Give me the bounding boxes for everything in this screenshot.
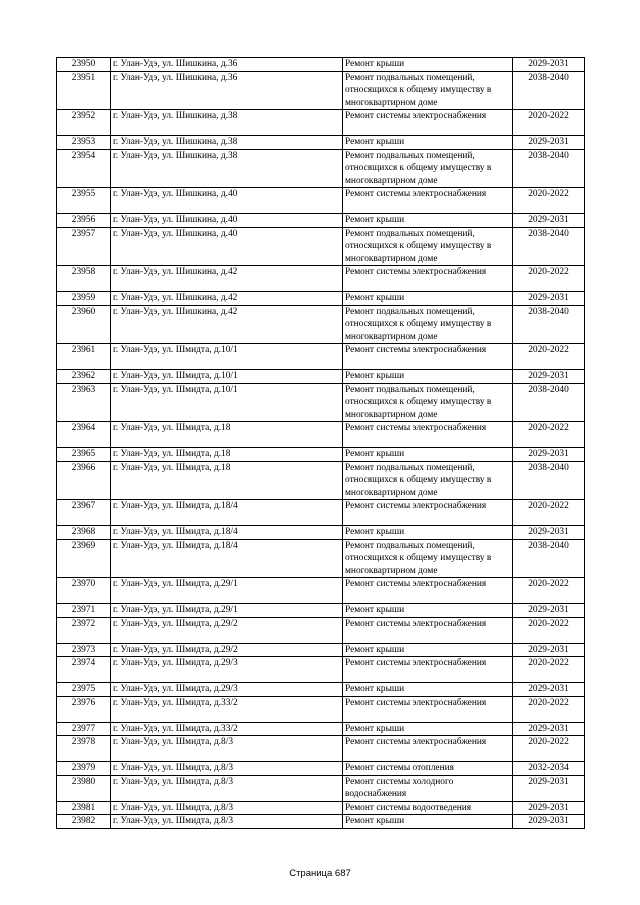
- row-period: 2029-2031: [513, 722, 585, 736]
- row-work-type: Ремонт системы электроснабжения: [343, 657, 513, 683]
- row-period: 2029-2031: [513, 370, 585, 384]
- table-row: [57, 657, 585, 683]
- table-row: [57, 815, 585, 829]
- row-work-type: Ремонт системы отопления: [343, 762, 513, 776]
- row-address: г. Улан-Удэ, ул. Шмидта, д.29/3: [111, 657, 343, 683]
- row-period: 2020-2022: [513, 617, 585, 643]
- row-work-type: Ремонт системы электроснабжения: [343, 736, 513, 762]
- table-row: [57, 762, 585, 776]
- row-address: г. Улан-Удэ, ул. Шмидта, д.29/3: [111, 683, 343, 697]
- row-number: 23969: [57, 539, 111, 578]
- table-row: [57, 422, 585, 448]
- row-period: 2038-2040: [513, 539, 585, 578]
- row-period: 2038-2040: [513, 383, 585, 422]
- table-row: [57, 227, 585, 266]
- row-period: 2038-2040: [513, 149, 585, 188]
- row-period: 2020-2022: [513, 344, 585, 370]
- row-work-type: Ремонт системы электроснабжения: [343, 617, 513, 643]
- row-work-type: Ремонт системы электроснабжения: [343, 500, 513, 526]
- row-period: 2020-2022: [513, 266, 585, 292]
- row-address: г. Улан-Удэ, ул. Шишкина, д.40: [111, 214, 343, 228]
- row-work-type: Ремонт крыши: [343, 604, 513, 618]
- row-work-type: Ремонт подвальных помещений, относящихся к общему имуществу в многоквартирном доме: [343, 383, 513, 422]
- row-address: г. Улан-Удэ, ул. Шишкина, д.36: [111, 71, 343, 110]
- row-period: 2029-2031: [513, 604, 585, 618]
- row-work-type: Ремонт крыши: [343, 722, 513, 736]
- row-number: 23965: [57, 448, 111, 462]
- table-row: [57, 383, 585, 422]
- table-row: [57, 344, 585, 370]
- row-number: 23954: [57, 149, 111, 188]
- row-work-type: Ремонт подвальных помещений, относящихся к общему имуществу в многоквартирном доме: [343, 71, 513, 110]
- row-period: 2038-2040: [513, 305, 585, 344]
- row-work-type: Ремонт крыши: [343, 526, 513, 540]
- table-row: [57, 526, 585, 540]
- row-address: г. Улан-Удэ, ул. Шишкина, д.38: [111, 110, 343, 136]
- table-row: [57, 149, 585, 188]
- row-work-type: Ремонт подвальных помещений, относящихся к общему имуществу в многоквартирном доме: [343, 305, 513, 344]
- row-period: 2020-2022: [513, 500, 585, 526]
- row-address: г. Улан-Удэ, ул. Шишкина, д.40: [111, 188, 343, 214]
- row-number: 23976: [57, 696, 111, 722]
- row-address: г. Улан-Удэ, ул. Шмидта, д.8/3: [111, 801, 343, 815]
- row-address: г. Улан-Удэ, ул. Шишкина, д.42: [111, 305, 343, 344]
- row-number: 23955: [57, 188, 111, 214]
- row-address: г. Улан-Удэ, ул. Шмидта, д.18: [111, 448, 343, 462]
- row-address: г. Улан-Удэ, ул. Шишкина, д.38: [111, 136, 343, 150]
- row-work-type: Ремонт крыши: [343, 58, 513, 72]
- row-number: 23951: [57, 71, 111, 110]
- row-period: 2029-2031: [513, 526, 585, 540]
- row-address: г. Улан-Удэ, ул. Шмидта, д.8/3: [111, 762, 343, 776]
- row-period: 2020-2022: [513, 110, 585, 136]
- table-row: [57, 683, 585, 697]
- table-row: [57, 136, 585, 150]
- row-work-type: Ремонт системы электроснабжения: [343, 578, 513, 604]
- row-address: г. Улан-Удэ, ул. Шмидта, д.33/2: [111, 696, 343, 722]
- row-period: 2029-2031: [513, 683, 585, 697]
- row-period: 2029-2031: [513, 448, 585, 462]
- table-row: [57, 578, 585, 604]
- table-row: [57, 604, 585, 618]
- row-work-type: Ремонт крыши: [343, 292, 513, 306]
- row-address: г. Улан-Удэ, ул. Шмидта, д.29/1: [111, 578, 343, 604]
- works-table: [56, 57, 585, 829]
- row-number: 23980: [57, 775, 111, 801]
- row-number: 23953: [57, 136, 111, 150]
- row-address: г. Улан-Удэ, ул. Шмидта, д.10/1: [111, 344, 343, 370]
- table-row: [57, 58, 585, 72]
- page-number: Страница 687: [289, 868, 351, 879]
- row-period: 2029-2031: [513, 58, 585, 72]
- row-period: 2029-2031: [513, 643, 585, 657]
- row-period: 2038-2040: [513, 71, 585, 110]
- row-address: г. Улан-Удэ, ул. Шишкина, д.42: [111, 292, 343, 306]
- row-number: 23962: [57, 370, 111, 384]
- table-row: [57, 500, 585, 526]
- row-address: г. Улан-Удэ, ул. Шишкина, д.38: [111, 149, 343, 188]
- row-address: г. Улан-Удэ, ул. Шмидта, д.8/3: [111, 815, 343, 829]
- row-period: 2020-2022: [513, 736, 585, 762]
- row-period: 2020-2022: [513, 578, 585, 604]
- row-number: 23952: [57, 110, 111, 136]
- row-address: г. Улан-Удэ, ул. Шишкина, д.40: [111, 227, 343, 266]
- row-address: г. Улан-Удэ, ул. Шмидта, д.8/3: [111, 775, 343, 801]
- row-number: 23959: [57, 292, 111, 306]
- row-work-type: Ремонт крыши: [343, 370, 513, 384]
- row-number: 23957: [57, 227, 111, 266]
- table-row: [57, 292, 585, 306]
- table-row: [57, 188, 585, 214]
- row-number: 23963: [57, 383, 111, 422]
- row-period: 2029-2031: [513, 292, 585, 306]
- table-row: [57, 266, 585, 292]
- row-work-type: Ремонт подвальных помещений, относящихся к общему имуществу в многоквартирном доме: [343, 227, 513, 266]
- row-number: 23978: [57, 736, 111, 762]
- row-period: 2032-2034: [513, 762, 585, 776]
- row-period: 2038-2040: [513, 227, 585, 266]
- table-row: [57, 71, 585, 110]
- row-number: 23975: [57, 683, 111, 697]
- table-row: [57, 305, 585, 344]
- row-work-type: Ремонт крыши: [343, 815, 513, 829]
- row-address: г. Улан-Удэ, ул. Шмидта, д.33/2: [111, 722, 343, 736]
- row-work-type: Ремонт системы электроснабжения: [343, 110, 513, 136]
- row-number: 23982: [57, 815, 111, 829]
- row-address: г. Улан-Удэ, ул. Шмидта, д.29/2: [111, 643, 343, 657]
- row-number: 23971: [57, 604, 111, 618]
- row-work-type: Ремонт крыши: [343, 214, 513, 228]
- row-address: г. Улан-Удэ, ул. Шмидта, д.18/4: [111, 500, 343, 526]
- row-address: г. Улан-Удэ, ул. Шишкина, д.36: [111, 58, 343, 72]
- table-row: [57, 617, 585, 643]
- row-period: 2020-2022: [513, 422, 585, 448]
- table-row: [57, 461, 585, 500]
- row-work-type: Ремонт системы электроснабжения: [343, 422, 513, 448]
- row-period: 2020-2022: [513, 188, 585, 214]
- row-number: 23964: [57, 422, 111, 448]
- row-work-type: Ремонт системы электроснабжения: [343, 188, 513, 214]
- row-work-type: Ремонт крыши: [343, 683, 513, 697]
- row-work-type: Ремонт подвальных помещений, относящихся к общему имуществу в многоквартирном доме: [343, 461, 513, 500]
- row-period: 2029-2031: [513, 801, 585, 815]
- table-row: [57, 214, 585, 228]
- row-period: 2029-2031: [513, 136, 585, 150]
- row-address: г. Улан-Удэ, ул. Шмидта, д.18/4: [111, 526, 343, 540]
- row-period: 2020-2022: [513, 657, 585, 683]
- row-address: г. Улан-Удэ, ул. Шишкина, д.42: [111, 266, 343, 292]
- row-address: г. Улан-Удэ, ул. Шмидта, д.10/1: [111, 383, 343, 422]
- table-row: [57, 370, 585, 384]
- row-number: 23981: [57, 801, 111, 815]
- row-work-type: Ремонт подвальных помещений, относящихся к общему имуществу в многоквартирном доме: [343, 149, 513, 188]
- table-row: [57, 775, 585, 801]
- row-period: 2020-2022: [513, 696, 585, 722]
- table-row: [57, 110, 585, 136]
- row-address: г. Улан-Удэ, ул. Шмидта, д.8/3: [111, 736, 343, 762]
- table-row: [57, 448, 585, 462]
- table-row: [57, 539, 585, 578]
- row-number: 23970: [57, 578, 111, 604]
- row-number: 23961: [57, 344, 111, 370]
- row-period: 2029-2031: [513, 214, 585, 228]
- row-number: 23950: [57, 58, 111, 72]
- row-number: 23966: [57, 461, 111, 500]
- row-number: 23956: [57, 214, 111, 228]
- row-work-type: Ремонт системы холодного водоснабжения: [343, 775, 513, 801]
- row-work-type: Ремонт крыши: [343, 448, 513, 462]
- row-number: 23974: [57, 657, 111, 683]
- row-number: 23967: [57, 500, 111, 526]
- row-number: 23960: [57, 305, 111, 344]
- table-row: [57, 736, 585, 762]
- row-work-type: Ремонт крыши: [343, 136, 513, 150]
- table-row: [57, 722, 585, 736]
- table-row: [57, 801, 585, 815]
- row-address: г. Улан-Удэ, ул. Шмидта, д.29/1: [111, 604, 343, 618]
- table-row: [57, 643, 585, 657]
- row-address: г. Улан-Удэ, ул. Шмидта, д.18: [111, 422, 343, 448]
- row-work-type: Ремонт системы электроснабжения: [343, 696, 513, 722]
- row-work-type: Ремонт системы водоотведения: [343, 801, 513, 815]
- row-period: 2029-2031: [513, 775, 585, 801]
- row-number: 23968: [57, 526, 111, 540]
- table-row: [57, 696, 585, 722]
- row-address: г. Улан-Удэ, ул. Шмидта, д.18: [111, 461, 343, 500]
- row-address: г. Улан-Удэ, ул. Шмидта, д.29/2: [111, 617, 343, 643]
- works-table-body: [57, 58, 585, 829]
- row-period: 2038-2040: [513, 461, 585, 500]
- row-number: 23972: [57, 617, 111, 643]
- row-number: 23958: [57, 266, 111, 292]
- row-period: 2029-2031: [513, 815, 585, 829]
- row-work-type: Ремонт системы электроснабжения: [343, 266, 513, 292]
- row-number: 23979: [57, 762, 111, 776]
- row-number: 23973: [57, 643, 111, 657]
- row-address: г. Улан-Удэ, ул. Шмидта, д.18/4: [111, 539, 343, 578]
- row-work-type: Ремонт крыши: [343, 643, 513, 657]
- row-work-type: Ремонт подвальных помещений, относящихся к общему имуществу в многоквартирном доме: [343, 539, 513, 578]
- row-number: 23977: [57, 722, 111, 736]
- row-work-type: Ремонт системы электроснабжения: [343, 344, 513, 370]
- row-address: г. Улан-Удэ, ул. Шмидта, д.10/1: [111, 370, 343, 384]
